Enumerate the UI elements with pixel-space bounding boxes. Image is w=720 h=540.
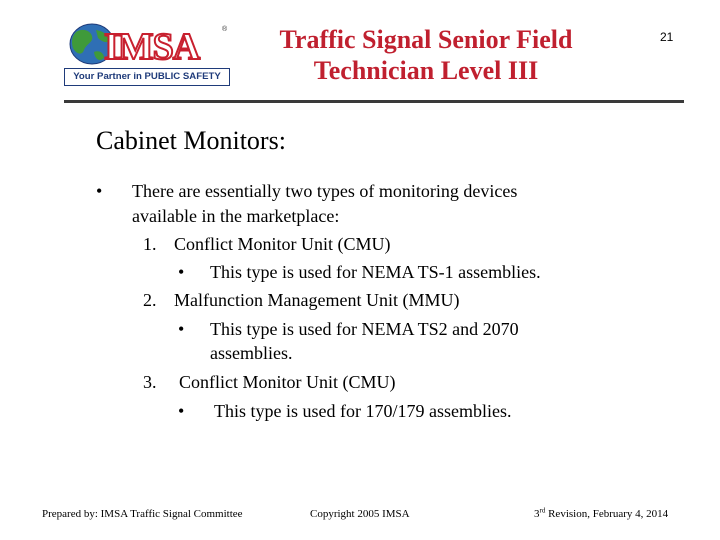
revision-number: 3 bbox=[534, 508, 540, 520]
list-item-detail: assemblies. bbox=[210, 343, 293, 363]
list-item-detail: This type is used for NEMA TS-1 assemblies. bbox=[210, 262, 541, 282]
registered-mark: ® bbox=[222, 26, 228, 33]
list-item-number: 3. bbox=[143, 372, 157, 392]
list-item-title: Conflict Monitor Unit (CMU) bbox=[179, 372, 396, 392]
list-item-detail: This type is used for 170/179 assemblies. bbox=[214, 401, 512, 421]
logo-wordmark: IMSA bbox=[104, 26, 200, 68]
intro-line-2: available in the marketplace: bbox=[132, 206, 340, 226]
slide-title bbox=[250, 24, 602, 86]
slide-title-line-1: Traffic Signal Senior Field bbox=[279, 25, 573, 54]
logo-tagline: Your Partner in PUBLIC SAFETY bbox=[64, 68, 230, 86]
list-item-number: 2. bbox=[143, 290, 157, 310]
footer-copyright: Copyright 2005 IMSA bbox=[310, 508, 410, 520]
imsa-logo bbox=[64, 22, 232, 88]
sub-bullet-icon: • bbox=[178, 319, 185, 339]
sub-bullet-icon: • bbox=[178, 262, 185, 282]
sub-bullet-icon: • bbox=[178, 401, 185, 421]
section-heading: Cabinet Monitors: bbox=[96, 126, 286, 155]
footer-prepared-by: Prepared by: IMSA Traffic Signal Committee bbox=[42, 508, 243, 520]
revision-suffix: rd bbox=[539, 506, 546, 515]
slide-title-line-2: Technician Level III bbox=[313, 56, 539, 85]
footer-revision bbox=[534, 507, 668, 521]
page-number: 21 bbox=[660, 30, 674, 44]
list-item-number: 1. bbox=[143, 234, 157, 254]
revision-text: Revision, February 4, 2014 bbox=[545, 508, 669, 520]
list-item-title: Conflict Monitor Unit (CMU) bbox=[174, 234, 391, 254]
intro-line-1: There are essentially two types of monitoring devices bbox=[132, 181, 518, 201]
header-divider bbox=[64, 100, 684, 103]
list-item-detail: This type is used for NEMA TS2 and 2070 bbox=[210, 319, 519, 339]
bullet-icon: • bbox=[96, 181, 103, 201]
list-item-title: Malfunction Management Unit (MMU) bbox=[174, 290, 460, 310]
